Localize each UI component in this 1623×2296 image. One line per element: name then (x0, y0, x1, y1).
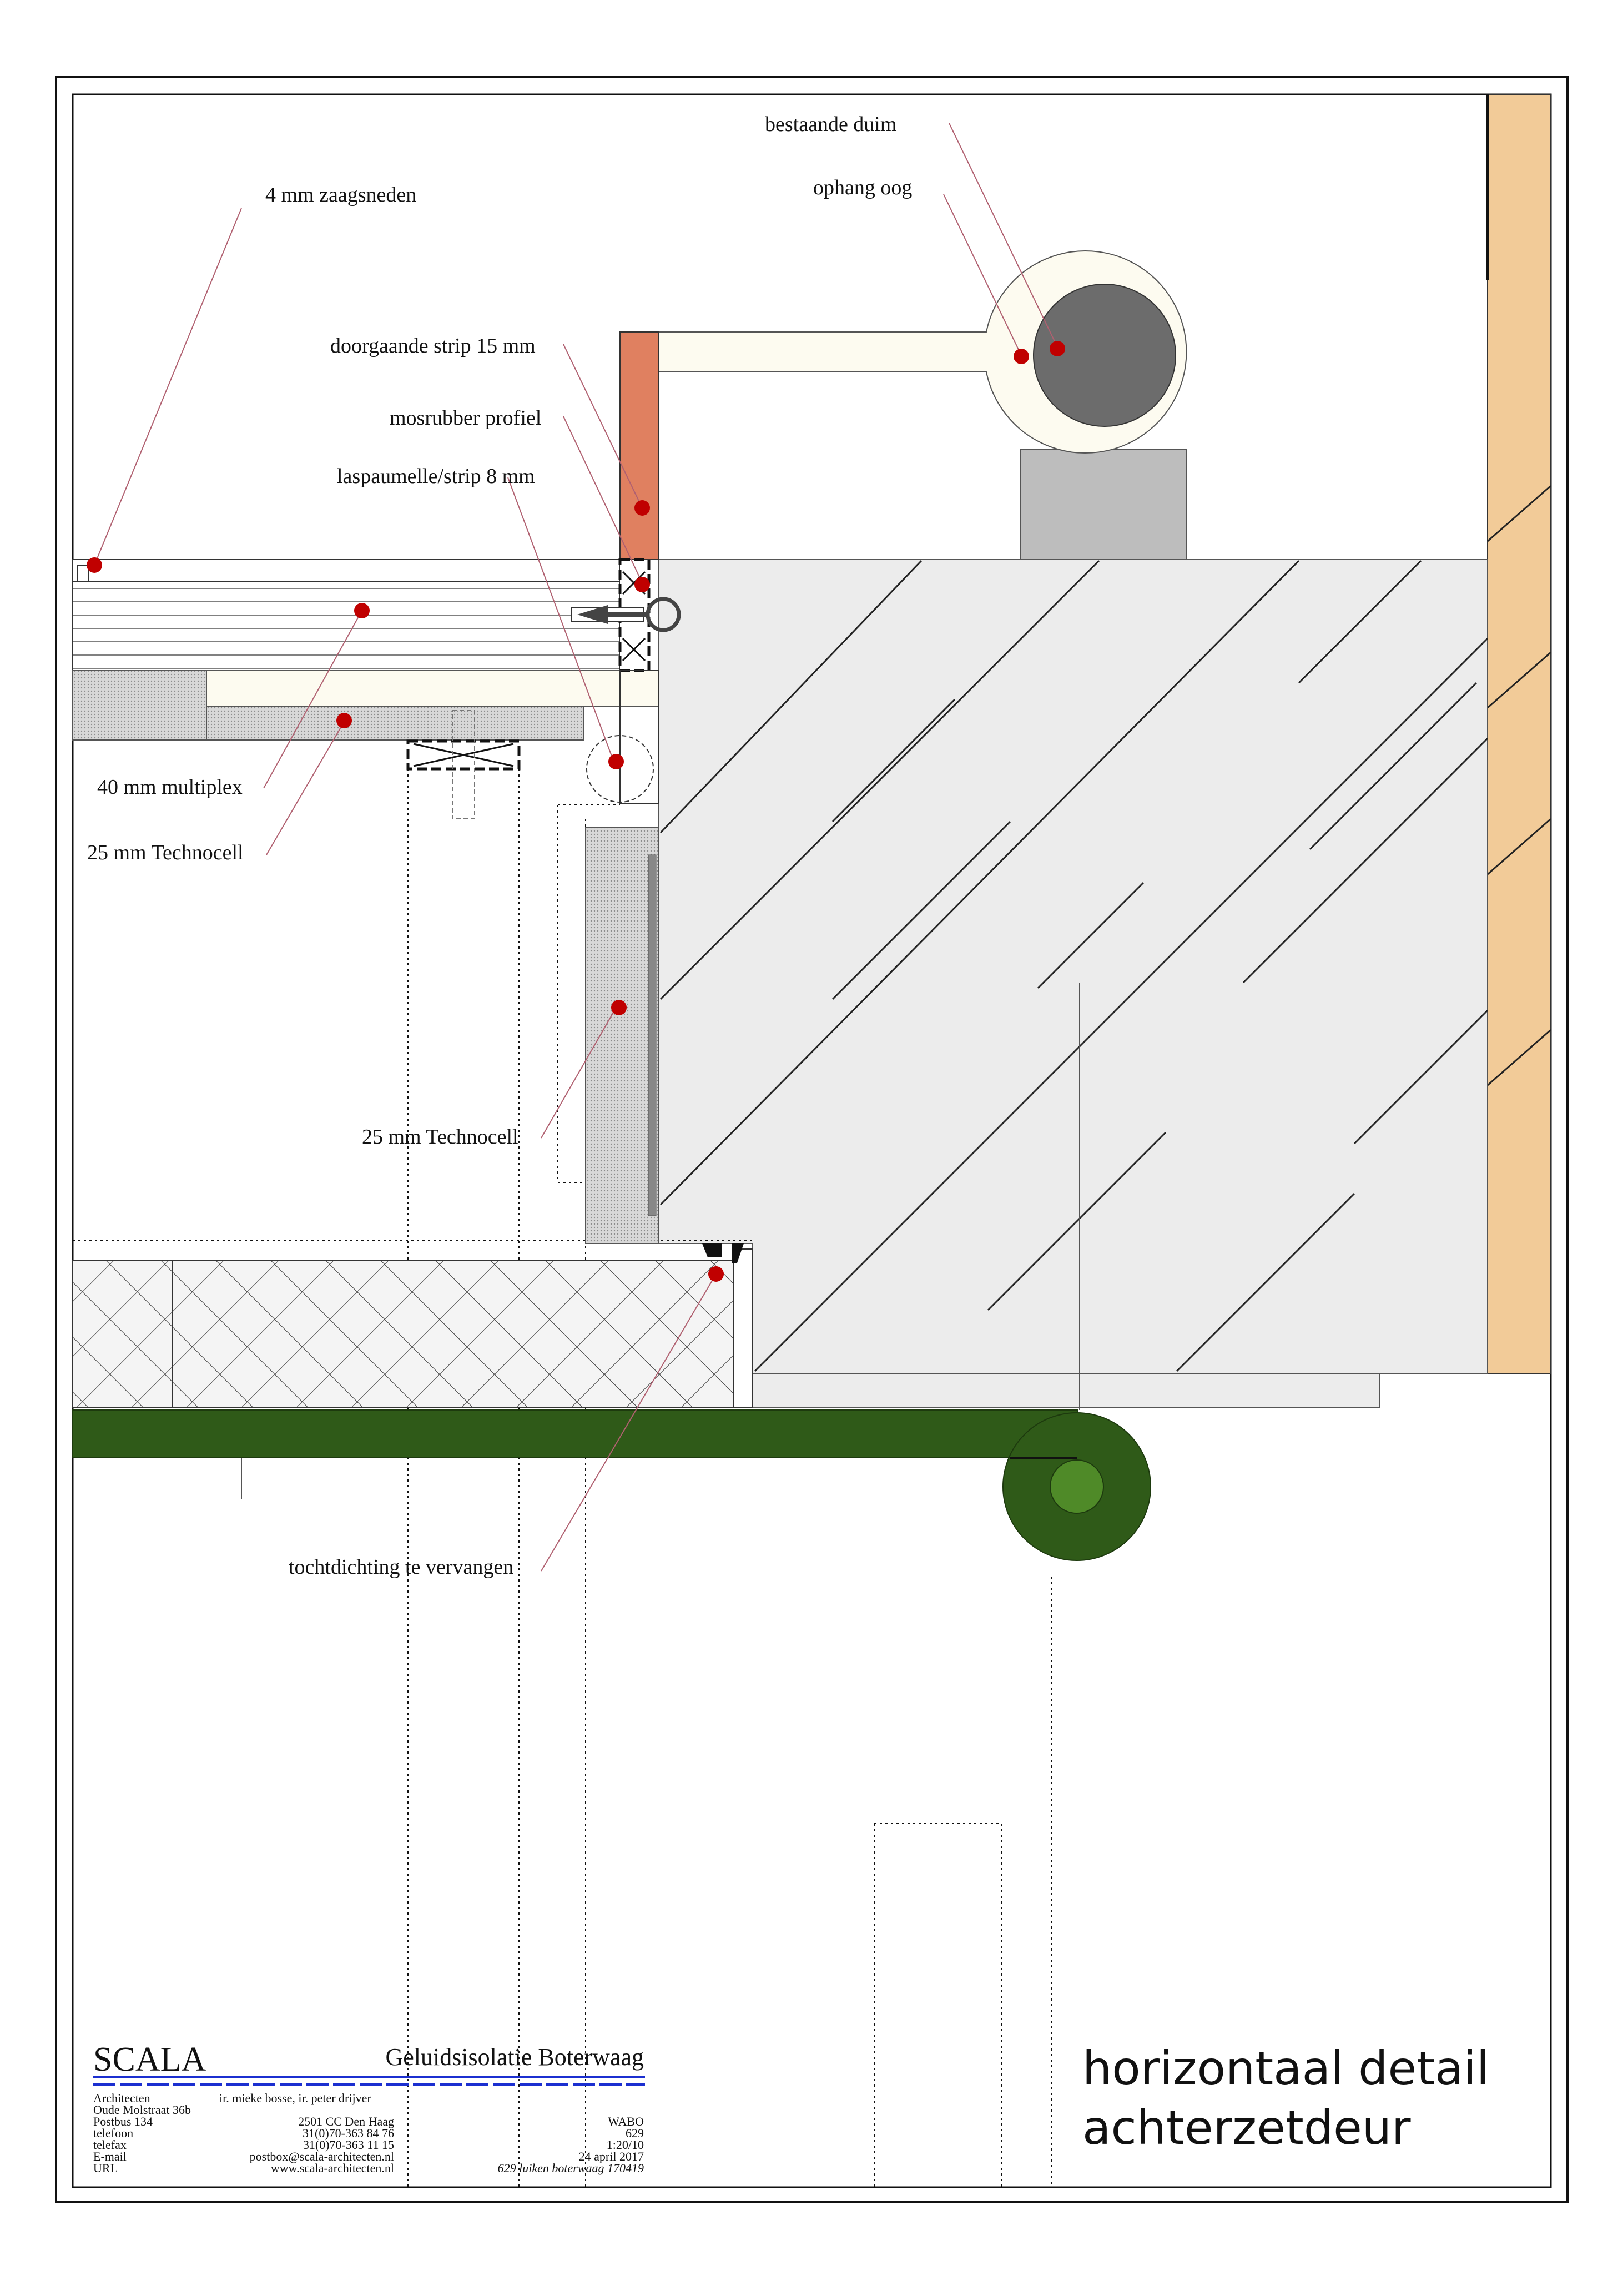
sill-ledge (749, 1374, 1379, 1407)
label-ophang-oog: ophang oog (813, 176, 913, 199)
tb-mid-4: www.scala-architecten.nl (270, 2161, 394, 2175)
tb-right-1: 629 (626, 2126, 644, 2140)
multiplex-layer (206, 707, 584, 740)
green-door (73, 1410, 1077, 1457)
technocell-vertical (586, 827, 659, 1243)
drawing-title-line2: achterzetdeur (1082, 2101, 1411, 2155)
marker (634, 577, 650, 592)
label-bestaande-duim: bestaande duim (765, 113, 897, 136)
tb-mid-3: postbox@scala-architecten.nl (249, 2149, 394, 2163)
drawing-title-line1: horizontaal detail (1082, 2041, 1490, 2096)
marker (608, 754, 624, 769)
marker (708, 1266, 724, 1282)
label-mosrubber: mosrubber profiel (390, 406, 542, 430)
hinge-support (1020, 450, 1187, 560)
timber-post (1488, 94, 1551, 1374)
tb-right-4: 629 luiken boterwaag 170419 (497, 2161, 644, 2175)
marker (87, 557, 102, 573)
tb-mid-0: 2501 CC Den Haag (298, 2114, 394, 2128)
label-tochtdichting: tochtdichting te vervangen (289, 1555, 514, 1579)
tb-left-6: URL (93, 2161, 118, 2175)
tb-mid-1: 31(0)70-363 84 76 (303, 2126, 394, 2140)
marker (611, 1000, 627, 1015)
marker (1014, 349, 1029, 364)
marker (336, 713, 352, 728)
office-name: SCALA (93, 2041, 206, 2078)
tb-left-2: Postbus 134 (93, 2114, 153, 2128)
label-technocell-1: 25 mm Technocell (87, 841, 244, 864)
label-technocell-2: 25 mm Technocell (362, 1125, 518, 1149)
doorgaande-strip (620, 332, 659, 560)
title-block (93, 2041, 645, 2175)
tb-left-1: Oude Molstraat 36b (93, 2103, 191, 2117)
tb-left-4: telefax (93, 2138, 127, 2152)
stone-wall (659, 560, 1488, 1374)
tb-left-3: telefoon (93, 2126, 134, 2140)
project-name: Geluidsisolatie Boterwaag (385, 2043, 644, 2071)
label-zaagsneden: 4 mm zaagsneden (265, 183, 417, 207)
marker (634, 500, 650, 516)
tb-left-5: E-mail (93, 2149, 127, 2163)
marker (354, 603, 370, 618)
tb-left-0: Architecten (93, 2091, 150, 2105)
label-multiplex: 40 mm multiplex (97, 776, 243, 799)
tb-right-0: WABO (608, 2114, 644, 2128)
technocell-top (73, 671, 206, 740)
label-doorgaande-strip: doorgaande strip 15 mm (330, 334, 536, 358)
tb-right-3: 24 april 2017 (578, 2149, 644, 2163)
tb-names: ir. mieke bosse, ir. peter drijver (219, 2091, 371, 2105)
tb-right-2: 1:20/10 (606, 2138, 644, 2152)
label-laspaumelle: laspaumelle/strip 8 mm (337, 465, 535, 488)
tb-mid-2: 31(0)70-363 11 15 (303, 2138, 394, 2152)
marker (1050, 341, 1065, 356)
